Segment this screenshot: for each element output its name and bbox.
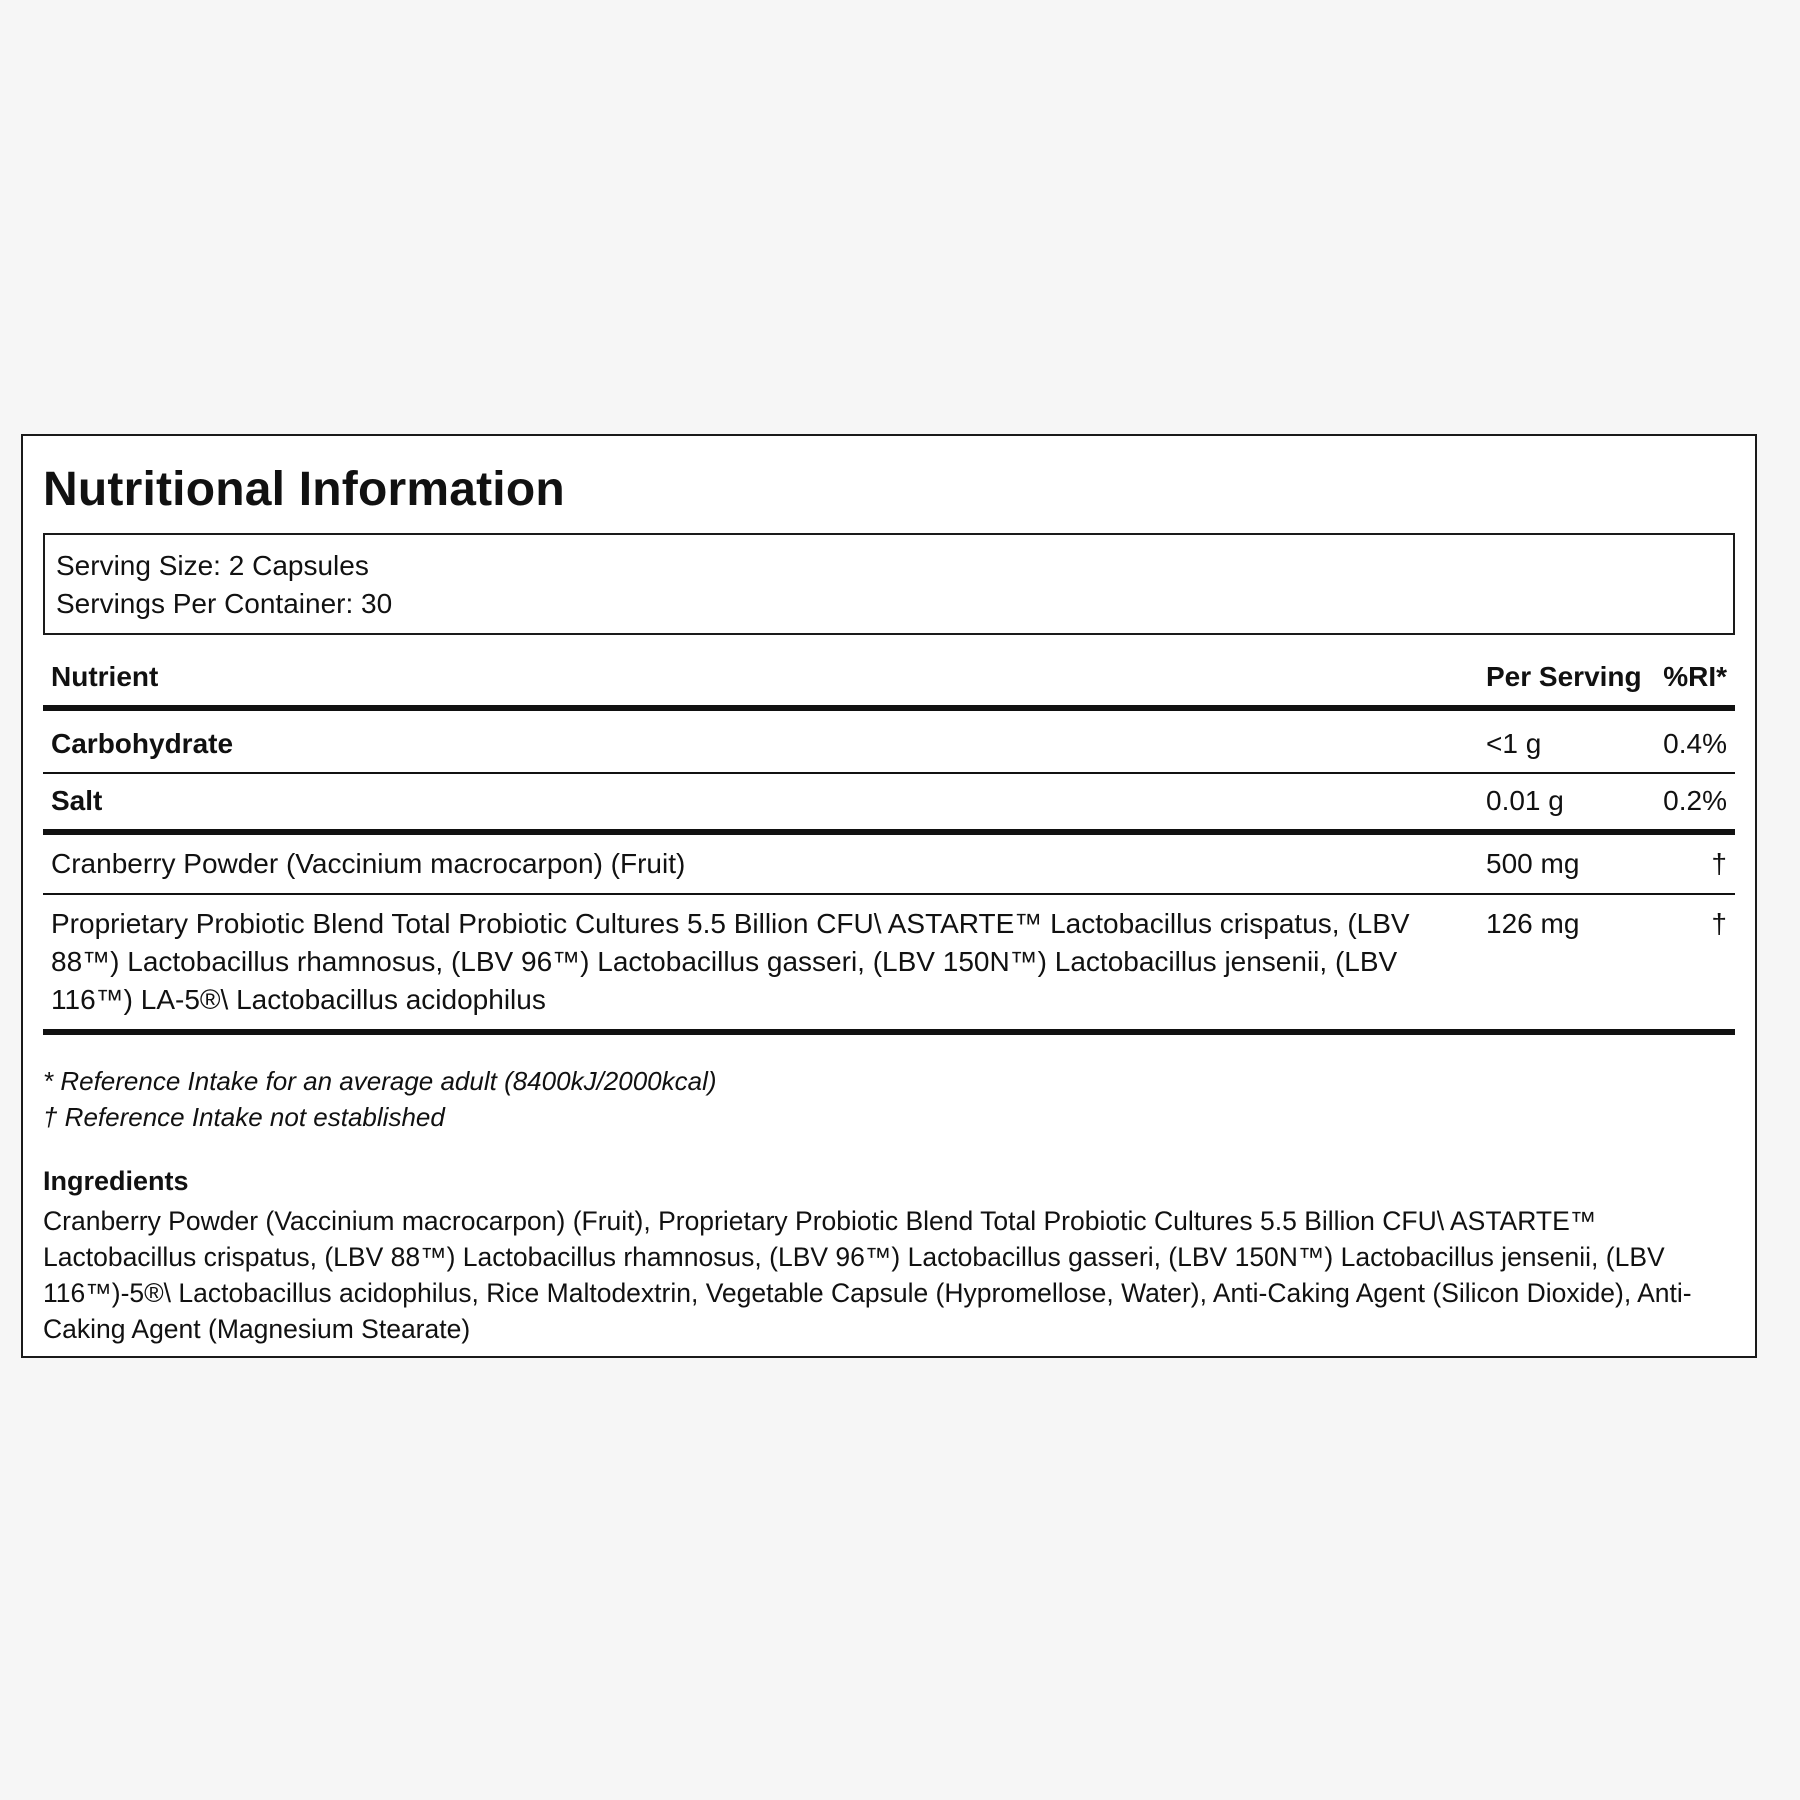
nutrient-name: Salt bbox=[43, 773, 1478, 832]
ingredients-text: Cranberry Powder (Vaccinium macrocarpon) (Fruit), Proprietary Probiotic Blend Total Probiotic Cultures 5.5 Billion CFU\ ASTARTE™ Lactobacillus crispatus, (LBV 88™) Lactobacillus rhamnosus, (LBV 96™) Lactobacillus gasseri, (LBV 150N™) Lactobacillus jensenii, (LBV 116™)-5®\ Lactobacillus acidophilus, Rice Maltodextrin, Vegetable Capsule (Hypromellose, Water), Anti-Caking Agent (Silicon Dioxide), Anti-Caking Agent (Magnesium Stearate) bbox=[43, 1205, 1692, 1344]
nutrition-panel bbox=[21, 434, 1757, 1358]
ingredient-name: Proprietary Probiotic Blend Total Probiotic Cultures 5.5 Billion CFU\ ASTARTE™ Lactobacillus crispatus, (LBV 88™) Lactobacillus rhamnosus, (LBV 96™) Lactobacillus gasseri, (LBV 150N™) Lactobacillus jensenii, (LBV 116™) LA-5®\ Lactobacillus acidophilus bbox=[43, 894, 1478, 1032]
ingredient-per-serving: 500 mg bbox=[1478, 832, 1647, 894]
ingredient-name: Cranberry Powder (Vaccinium macrocarpon) (Fruit) bbox=[43, 832, 1478, 894]
serving-size: Serving Size: 2 Capsules bbox=[56, 549, 369, 581]
serving-info-box bbox=[43, 533, 1735, 635]
dagger-footnote: † Reference Intake not established bbox=[43, 1101, 445, 1132]
table-header-row bbox=[43, 649, 1735, 708]
header-nutrient: Nutrient bbox=[43, 649, 1478, 708]
nutrient-ri: 0.2% bbox=[1647, 773, 1735, 832]
ri-footnote: * Reference Intake for an average adult (8400kJ/2000kcal) bbox=[43, 1065, 717, 1096]
nutrient-ri: 0.4% bbox=[1647, 708, 1735, 773]
footnotes bbox=[43, 1063, 1735, 1135]
ingredients-heading: Ingredients bbox=[43, 1165, 189, 1196]
table-row bbox=[43, 832, 1735, 894]
panel-title: Nutritional Information bbox=[43, 463, 565, 516]
table-row bbox=[43, 773, 1735, 832]
ingredient-ri: † bbox=[1647, 832, 1735, 894]
nutrient-per-serving: <1 g bbox=[1478, 708, 1647, 773]
servings-per-container: Servings Per Container: 30 bbox=[56, 587, 393, 619]
header-per-serving: Per Serving bbox=[1478, 649, 1647, 708]
ingredient-per-serving: 126 mg bbox=[1478, 894, 1647, 1032]
nutrient-table bbox=[43, 649, 1735, 1035]
header-ri: %RI* bbox=[1647, 649, 1735, 708]
nutrient-name: Carbohydrate bbox=[43, 708, 1478, 773]
nutrient-per-serving: 0.01 g bbox=[1478, 773, 1647, 832]
table-row bbox=[43, 708, 1735, 773]
table-row bbox=[43, 894, 1735, 1032]
ingredient-ri: † bbox=[1647, 894, 1735, 1032]
